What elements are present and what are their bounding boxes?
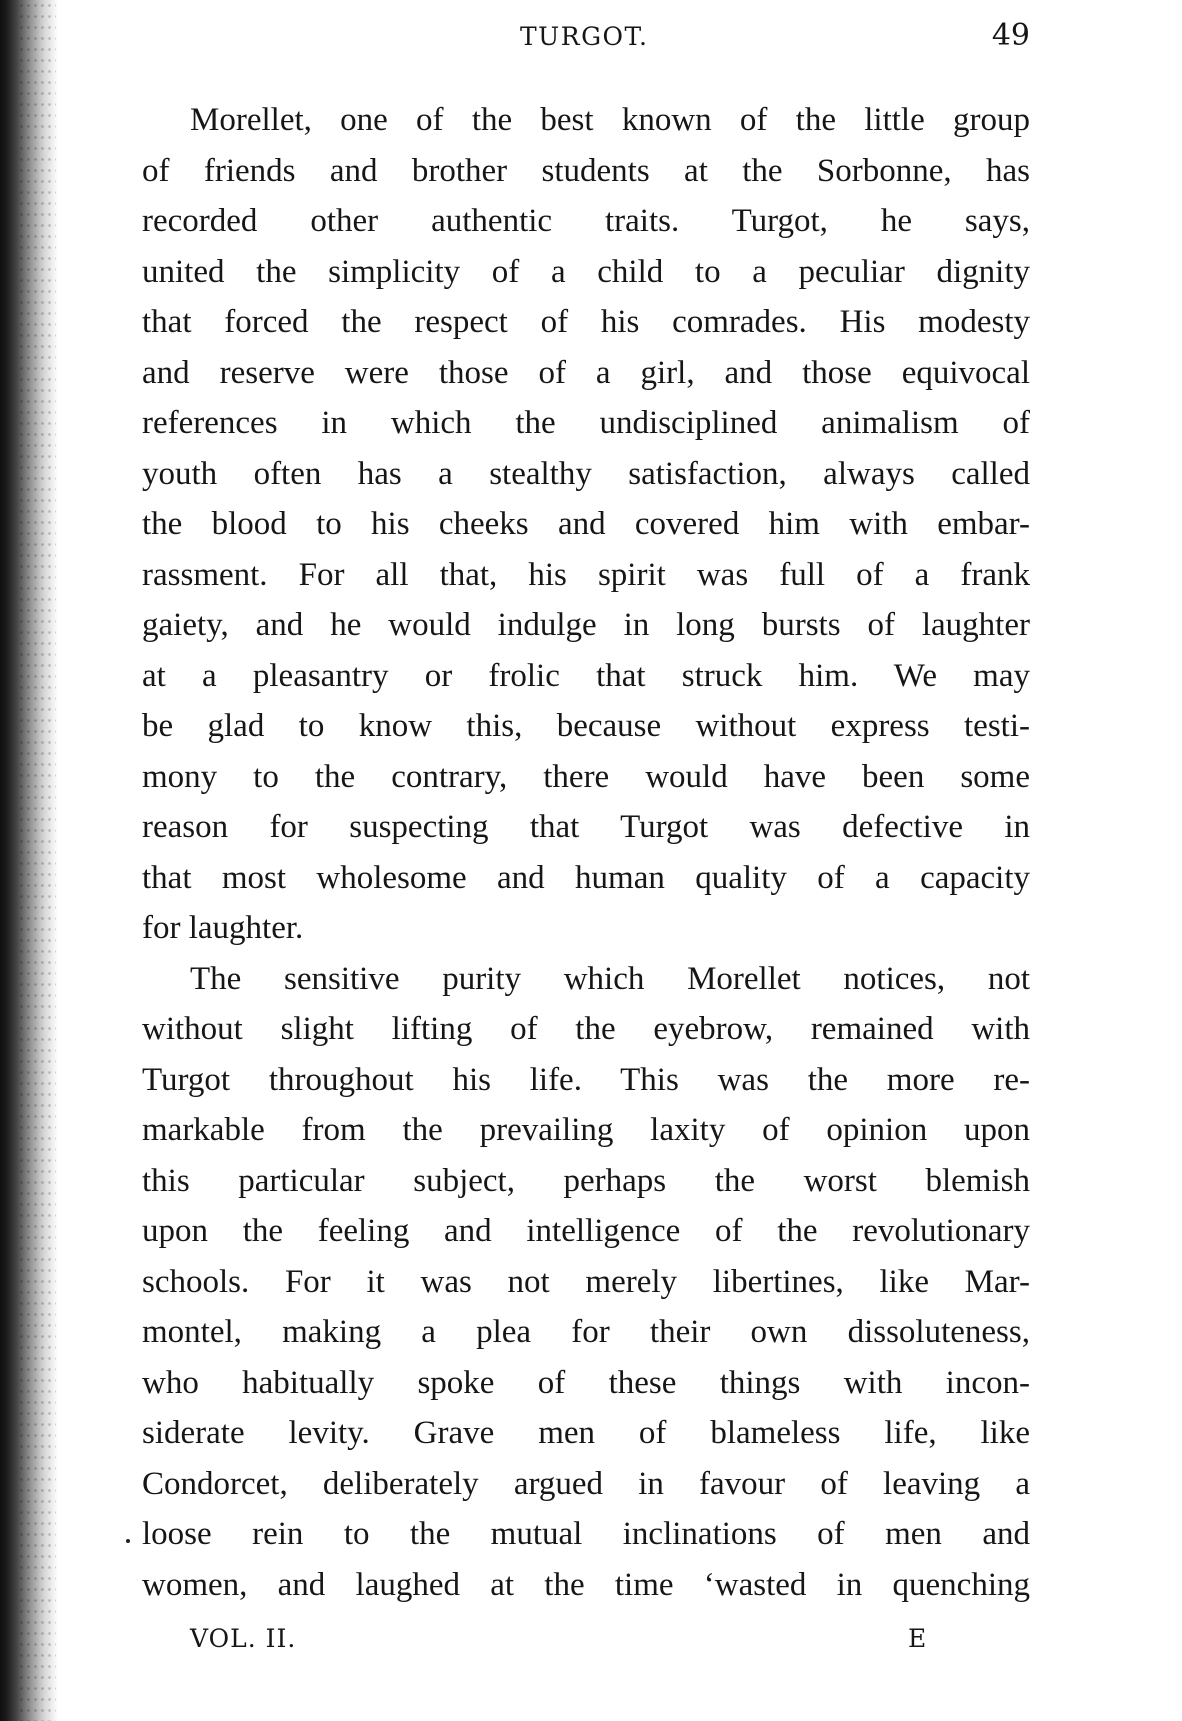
text-line: loose rein to the mutual inclinations of men and [142, 1516, 1030, 1552]
text-line: this particular subject, perhaps the worst blemish [142, 1162, 1030, 1199]
paragraph [142, 954, 1030, 1611]
signature-mark: E [908, 1624, 927, 1653]
text-line: recorded other authentic traits. Turgot, he says, [142, 203, 1030, 239]
text-line: rassment. For all that, his spirit was full of a frank [142, 556, 1030, 593]
volume-signature: VOL. II. [190, 1624, 297, 1653]
text-line: markable from the prevailing laxity of opinion upon [142, 1112, 1030, 1148]
text-line: Morellet, one of the best known of the little group [190, 102, 1030, 138]
text-line: without slight lifting of the eyebrow, remained with [142, 1011, 1030, 1047]
text-line: who habitually spoke of these things with incon- [142, 1364, 1030, 1401]
text-line: that forced the respect of his comrades. His modesty [142, 304, 1030, 340]
text-line: references in which the undisciplined animalism of [142, 405, 1030, 441]
text-line: siderate levity. Grave men of blameless life, like [142, 1415, 1030, 1451]
text-line: and reserve were those of a girl, and those equivocal [142, 354, 1030, 391]
text-line: reason for suspecting that Turgot was defective in [142, 809, 1030, 845]
text-line: women, and laughed at the time ‘wasted in quenching [142, 1566, 1030, 1603]
text-line: schools. For it was not merely libertines, like Mar- [142, 1263, 1030, 1300]
text-line: Turgot throughout his life. This was the more re- [142, 1061, 1030, 1098]
text-line: montel, making a plea for their own dissoluteness, [142, 1314, 1030, 1350]
text-line: be glad to know this, because without express testi- [142, 708, 1030, 744]
text-line: that most wholesome and human quality of a capacity [142, 859, 1030, 896]
text-line: for laughter. [142, 910, 304, 946]
text-line: at a pleasantry or frolic that struck him. We may [142, 657, 1030, 694]
page-number: 49 [991, 18, 1030, 53]
paragraph [142, 95, 1030, 954]
text-line: Condorcet, deliberately argued in favour of leaving a [142, 1465, 1030, 1502]
text-line: The sensitive purity which Morellet notices, not [190, 960, 1030, 997]
text-line: the blood to his cheeks and covered him with embar- [142, 506, 1030, 542]
text-line: united the simplicity of a child to a peculiar dignity [142, 253, 1030, 290]
text-line: youth often has a stealthy satisfaction, always called [142, 455, 1030, 492]
running-head [142, 18, 1030, 62]
running-title: TURGOT. [520, 22, 649, 51]
print-speck [126, 1539, 130, 1543]
text-line: upon the feeling and intelligence of the revolutionary [142, 1213, 1030, 1249]
text-line: gaiety, and he would indulge in long bursts of laughter [142, 607, 1030, 643]
binding-speckle [18, 0, 56, 1721]
body-text [142, 95, 1030, 1610]
text-line: mony to the contrary, there would have been some [142, 758, 1030, 795]
text-line: of friends and brother students at the Sorbonne, has [142, 152, 1030, 189]
